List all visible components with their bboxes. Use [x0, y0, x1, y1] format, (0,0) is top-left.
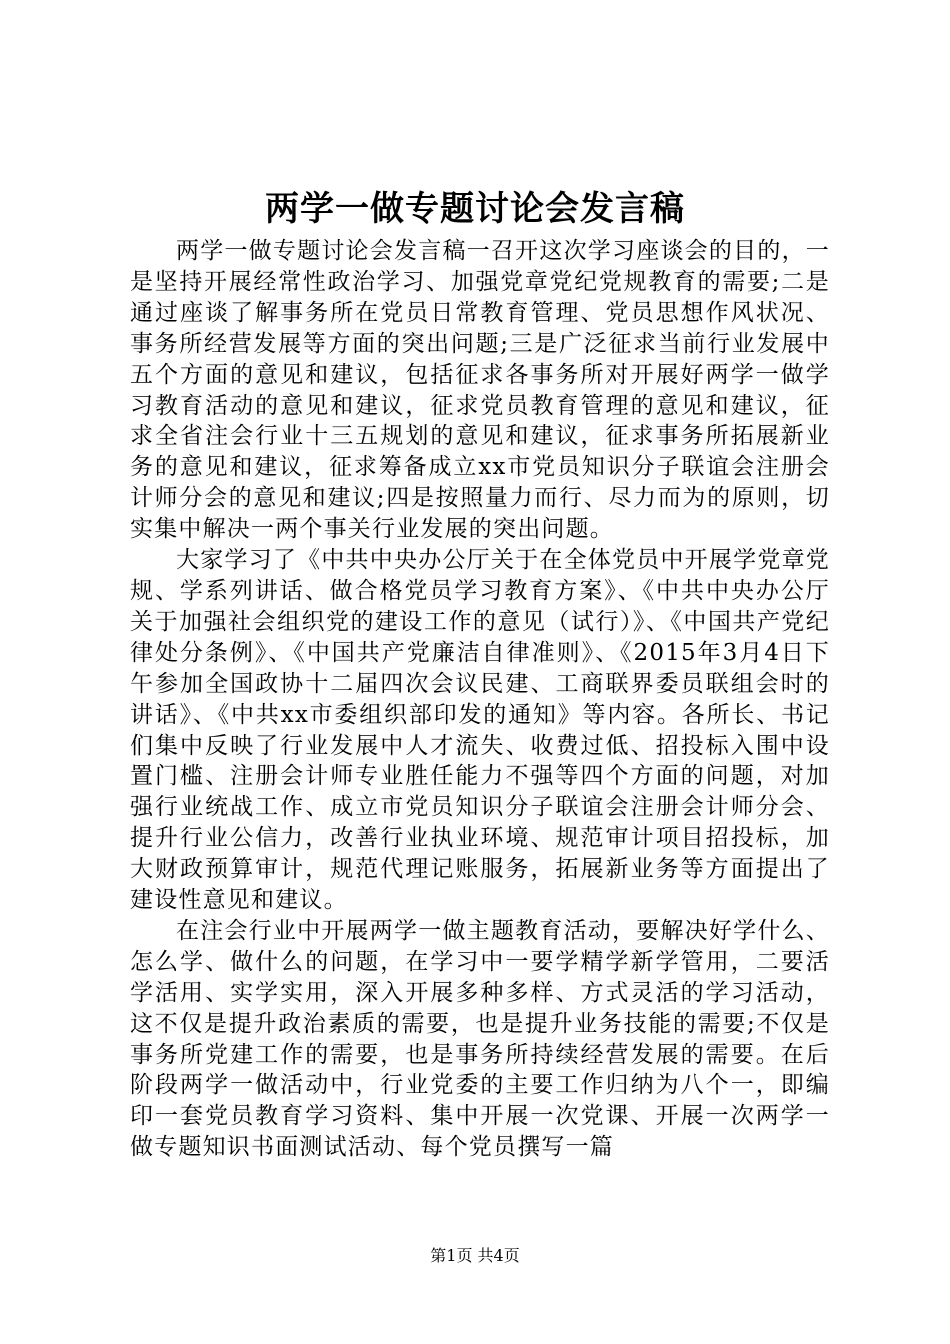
paragraph-2: 大家学习了《中共中央办公厅关于在全体党员中开展学党章党规、学系列讲话、做合格党员学习教育方案》、《中共中央办公厅关于加强社会组织党的建设工作的意见（试行）》、《中国共产党纪律处分条例》、《中国共产党廉洁自律准则》、《2015年3月4日下午参加全国政协十二届四次会议民建、工商联界委员联组会时的讲话》、《中共xx市委组织部印发的通知》等内容。各所长、书记们集中反映了行业发展中人才流失、收费过低、招投标入围中设置门槛、注册会计师专业胜任能力不强等四个方面的问题，对加强行业统战工作、成立市党员知识分子联谊会注册会计师分会、提升行业公信力，改善行业执业环境、规范审计项目招投标，加大财政预算审计，规范代理记账服务，拓展新业务等方面提出了建设性意见和建议。	[130, 547, 830, 914]
paragraph-3: 在注会行业中开展两学一做主题教育活动，要解决好学什么、怎么学、做什么的问题，在学习中一要学精学新学管用，二要活学活用、实学实用，深入开展多种多样、方式灵活的学习活动，这不仅是提升政治素质的需要，也是提升业务技能的需要;不仅是事务所党建工作的需要，也是事务所持续经营发展的需要。在后阶段两学一做活动中，行业党委的主要工作归纳为八个一，即编印一套党员教育学习资料、集中开展一次党课、开展一次两学一做专题知识书面测试活动、每个党员撰写一篇	[130, 917, 830, 1161]
page-footer: 第1页 共4页	[430, 1246, 520, 1265]
paragraph-1: 两学一做专题讨论会发言稿一召开这次学习座谈会的目的，一是坚持开展经常性政治学习、加强党章党纪党规教育的需要;二是通过座谈了解事务所在党员日常教育管理、党员思想作风状况、事务所经营发展等方面的突出问题;三是广泛征求当前行业发展中五个方面的意见和建议，包括征求各事务所对开展好两学一做学习教育活动的意见和建议，征求党员教育管理的意见和建议，征求全省注会行业十三五规划的意见和建议，征求事务所拓展新业务的意见和建议，征求筹备成立xx市党员知识分子联谊会注册会计师分会的意见和建议;四是按照量力而行、尽力而为的原则，切实集中解决一两个事关行业发展的突出问题。	[130, 238, 830, 543]
document-body	[130, 236, 830, 1163]
document-title: 两学一做专题讨论会发言稿	[265, 189, 685, 229]
